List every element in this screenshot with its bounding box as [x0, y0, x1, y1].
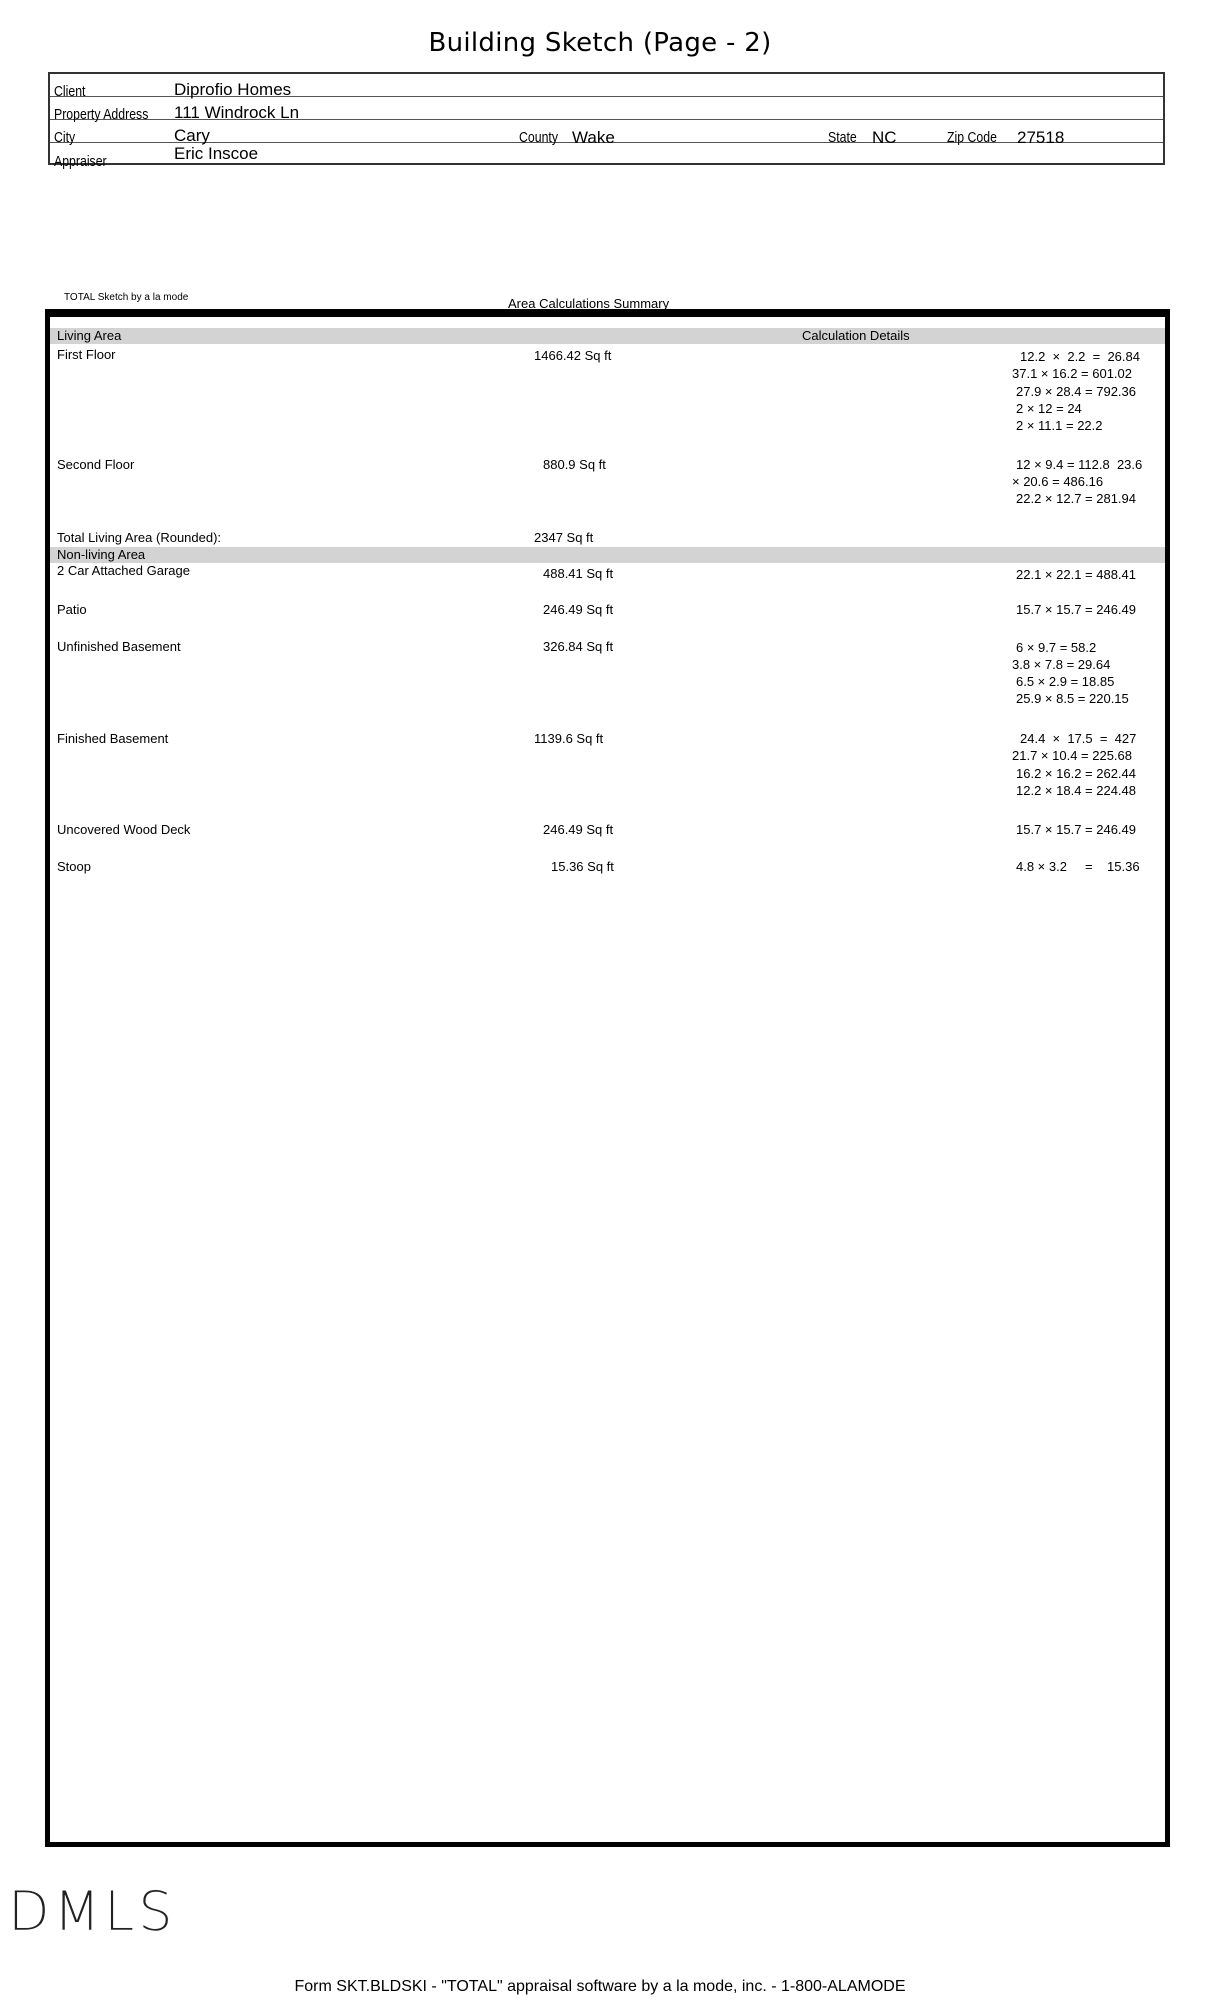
- calculation-details-label: Calculation Details: [802, 328, 910, 343]
- unfinished-basement-calc-4: 25.9 × 8.5 = 220.15: [1016, 691, 1129, 706]
- stoop-calc-1: 4.8 × 3.2 = 15.36: [1016, 859, 1140, 874]
- appraiser-value: Eric Inscoe: [174, 144, 259, 163]
- state-label: State: [828, 129, 857, 146]
- first-floor-name: First Floor: [57, 347, 116, 362]
- wood-deck-name: Uncovered Wood Deck: [57, 822, 191, 837]
- summary-title: Area Calculations Summary: [508, 296, 670, 311]
- zip-value: 27518: [1017, 128, 1065, 147]
- page-title: Building Sketch (Page - 2): [428, 28, 772, 58]
- county-label: County: [519, 129, 558, 146]
- area-calculations-frame: [45, 309, 1170, 1847]
- second-floor-calc-3: 22.2 × 12.7 = 281.94: [1016, 491, 1136, 506]
- finished-basement-calc-2: 21.7 × 10.4 = 225.68: [1012, 748, 1132, 763]
- patio-calc-1: 15.7 × 15.7 = 246.49: [1016, 602, 1136, 617]
- state-value: NC: [872, 128, 897, 147]
- client-label: Client: [54, 83, 86, 100]
- first-floor-calc-2: 37.1 × 16.2 = 601.02: [1012, 366, 1132, 381]
- wood-deck-calc-1: 15.7 × 15.7 = 246.49: [1016, 822, 1136, 837]
- living-area-header: [50, 328, 1165, 344]
- address-value: 111 Windrock Ln: [174, 103, 300, 122]
- unfinished-basement-calc-1: 6 × 9.7 = 58.2: [1016, 640, 1097, 655]
- wood-deck-area: 246.49 Sq ft: [543, 822, 614, 837]
- finished-basement-name: Finished Basement: [57, 731, 169, 746]
- city-row: [50, 120, 1163, 147]
- non-living-area-header: [50, 547, 1165, 563]
- appraiser-label: Appraiser: [54, 153, 107, 170]
- patio-area: 246.49 Sq ft: [543, 602, 614, 617]
- finished-basement-area: 1139.6 Sq ft: [534, 731, 604, 746]
- appraiser-row: [50, 143, 1163, 170]
- unfinished-basement-calc-3: 6.5 × 2.9 = 18.85: [1016, 674, 1115, 689]
- second-floor-area: 880.9 Sq ft: [543, 457, 606, 472]
- city-label: City: [54, 129, 76, 146]
- garage-calc-1: 22.1 × 22.1 = 488.41: [1016, 567, 1136, 582]
- stoop-area: 15.36 Sq ft: [551, 859, 614, 874]
- unfinished-basement-area: 326.84 Sq ft: [543, 639, 614, 654]
- client-row: [50, 74, 1163, 100]
- property-info-box: [48, 72, 1165, 170]
- county-value: Wake: [572, 128, 615, 147]
- total-living-value: 2347 Sq ft: [534, 530, 594, 545]
- dmls-logo: DMLS: [8, 1880, 177, 1943]
- first-floor-area: 1466.42 Sq ft: [534, 348, 612, 363]
- first-floor-calc-5: 2 × 11.1 = 22.2: [1016, 418, 1103, 433]
- city-value: Cary: [174, 126, 210, 145]
- garage-name: 2 Car Attached Garage: [57, 563, 190, 578]
- total-living-label: Total Living Area (Rounded):: [57, 530, 222, 545]
- unfinished-basement-calc-2: 3.8 × 7.8 = 29.64: [1012, 657, 1111, 672]
- first-floor-calc-4: 2 × 12 = 24: [1016, 401, 1082, 416]
- finished-basement-calc-3: 16.2 × 16.2 = 262.44: [1016, 766, 1136, 781]
- client-value: Diprofio Homes: [174, 80, 292, 99]
- living-area-label: Living Area: [57, 328, 122, 343]
- first-floor-calc-3: 27.9 × 28.4 = 792.36: [1016, 384, 1136, 399]
- patio-name: Patio: [57, 602, 87, 617]
- unfinished-basement-name: Unfinished Basement: [57, 639, 181, 654]
- address-row: [50, 97, 1163, 123]
- zip-label: Zip Code: [947, 129, 997, 146]
- first-floor-calc-1: 12.2 × 2.2 = 26.84: [1020, 349, 1140, 364]
- finished-basement-calc-1: 24.4 × 17.5 = 427: [1020, 731, 1137, 746]
- stoop-name: Stoop: [57, 859, 91, 874]
- address-label: Property Address: [54, 106, 149, 123]
- sketch-software-note: TOTAL Sketch by a la mode: [64, 292, 189, 303]
- second-floor-calc-1: 12 × 9.4 = 112.8 23.6: [1016, 457, 1143, 472]
- finished-basement-calc-4: 12.2 × 18.4 = 224.48: [1016, 783, 1136, 798]
- second-floor-calc-2: × 20.6 = 486.16: [1012, 474, 1104, 489]
- second-floor-name: Second Floor: [57, 457, 135, 472]
- garage-area: 488.41 Sq ft: [543, 566, 614, 581]
- form-footer: Form SKT.BLDSKI - "TOTAL" appraisal software by a la mode, inc. - 1-800-ALAMODE: [294, 1978, 906, 1995]
- non-living-area-label: Non-living Area: [57, 547, 146, 562]
